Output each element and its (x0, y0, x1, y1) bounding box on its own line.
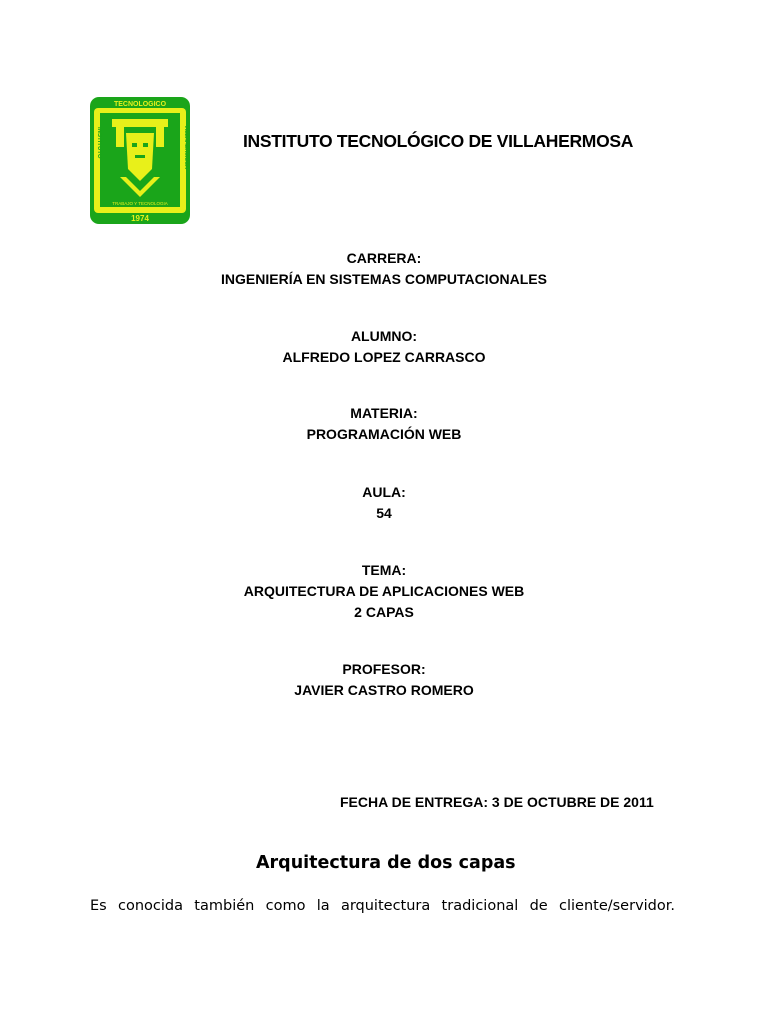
profesor-label: PROFESOR: (342, 661, 426, 677)
tema-label: TEMA: (361, 562, 407, 578)
logo-left-text: INSTITUTO (96, 127, 102, 159)
tema-value: ARQUITECTURA DE APLICACIONES WEB (243, 583, 525, 599)
aula-value: 54 (376, 505, 392, 521)
body-paragraph: Es conocida también como la arquitectura tradicional de cliente/servidor. (90, 898, 675, 914)
materia-value: PROGRAMACIÓN WEB (306, 426, 462, 442)
section-heading: Arquitectura de dos capas (256, 853, 516, 873)
institute-title: INSTITUTO TECNOLÓGICO DE VILLAHERMOSA (243, 131, 634, 151)
logo-arc-text: TRABAJO Y TECNOLOGIA (112, 201, 168, 206)
delivery-date: FECHA DE ENTREGA: 3 DE OCTUBRE DE 2011 (340, 794, 654, 810)
profesor-value: JAVIER CASTRO ROMERO (294, 682, 474, 698)
materia-block (0, 403, 768, 445)
institute-logo (90, 97, 190, 224)
aula-label: AULA: (362, 484, 406, 500)
materia-label: MATERIA: (350, 405, 418, 421)
alumno-label: ALUMNO: (350, 328, 418, 344)
carrera-value: INGENIERÍA EN SISTEMAS COMPUTACIONALES (221, 271, 547, 287)
profesor-block (0, 659, 768, 701)
carrera-block (0, 248, 768, 290)
carrera-label: CARRERA: (346, 250, 422, 266)
alumno-value: ALFREDO LOPEZ CARRASCO (282, 349, 486, 365)
aula-block (0, 482, 768, 524)
logo-right-text: VILLAHERMOSA (183, 125, 189, 169)
alumno-block (0, 326, 768, 368)
logo-year: 1974 (131, 214, 149, 223)
tema-block (0, 560, 768, 623)
tema-value-2: 2 CAPAS (354, 604, 414, 620)
logo-top-text: TECNOLOGICO (113, 101, 167, 108)
